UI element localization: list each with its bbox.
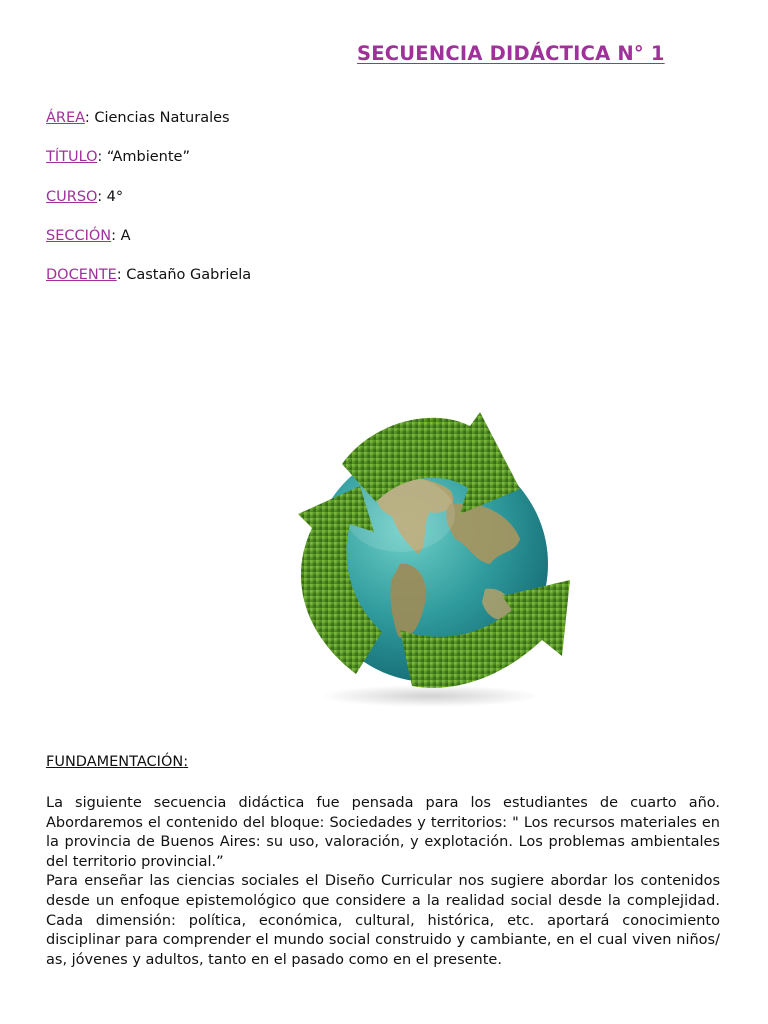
field-curso-value: : 4° — [97, 189, 124, 205]
field-curso — [46, 187, 123, 207]
field-titulo-label: TÍTULO — [46, 149, 98, 165]
field-docente — [46, 265, 251, 285]
fundamentacion-heading-text: FUNDAMENTACIÓN — [46, 754, 184, 770]
field-area-value: : Ciencias Naturales — [84, 110, 230, 126]
fundamentacion-heading — [46, 754, 188, 770]
field-seccion-value: : A — [111, 228, 131, 244]
paragraph-1: La siguiente secuencia didáctica fue pensada para los estudiantes de cuarto año. Abordaremos el contenido del bloque: Sociedades y territorios: " Los recursos materiales en la provincia de Buenos Aires: su uso, valoración, y explotación. Los problemas ambientales del territorio provincial.” — [46, 795, 720, 870]
paragraph-2: Para enseñar las ciencias sociales el Diseño Curricular nos sugiere abordar los contenidos desde un enfoque epistemológico que considere a la realidad social desde la complejidad. Cada dimensión: política, económica, cultural, histórica, etc. aportará conocimiento disciplinar para comprender el mundo social construido y cambiante, en el cual viven niños/ as, jóvenes y adultos, tanto en el pasado como en el presente. — [46, 873, 720, 968]
recycle-globe-image — [280, 404, 570, 709]
field-area — [46, 108, 230, 128]
field-curso-label: CURSO — [46, 189, 98, 205]
field-area-label: ÁREA — [46, 110, 85, 126]
field-seccion — [46, 226, 131, 246]
field-docente-label: DOCENTE — [46, 267, 117, 283]
fundamentacion-body — [46, 794, 720, 970]
document-title: SECUENCIA DIDÁCTICA N° 1 — [357, 42, 665, 65]
field-docente-value: : Castaño Gabriela — [116, 267, 252, 283]
field-titulo-value: : “Ambiente” — [97, 149, 190, 165]
field-seccion-label: SECCIÓN — [46, 228, 112, 244]
field-titulo — [46, 147, 190, 167]
fundamentacion-heading-colon: : — [183, 754, 189, 770]
